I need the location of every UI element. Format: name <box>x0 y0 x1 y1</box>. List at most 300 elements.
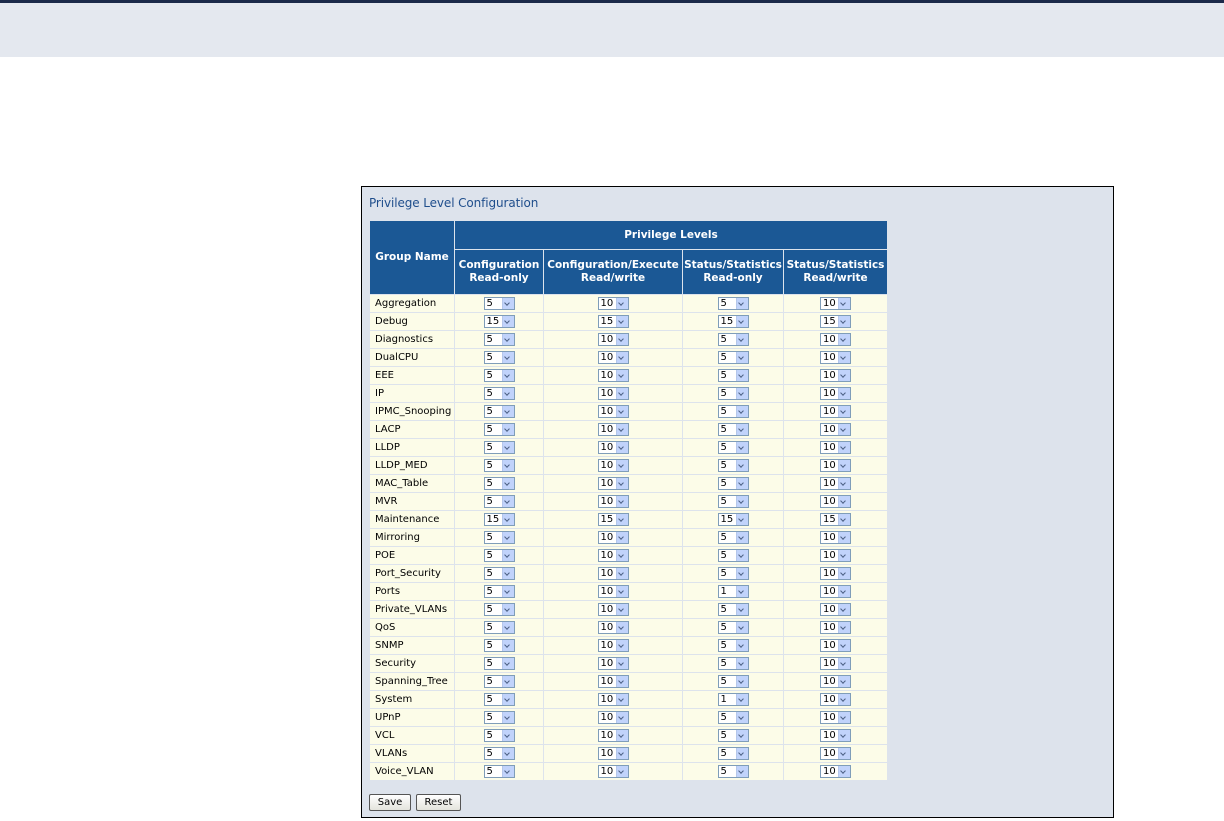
chevron-down-icon[interactable] <box>616 550 628 561</box>
status-read-write-select[interactable] <box>820 297 851 310</box>
status-read-only-select[interactable] <box>718 603 749 616</box>
chevron-down-icon[interactable] <box>616 406 628 417</box>
chevron-down-icon[interactable] <box>616 478 628 489</box>
chevron-down-icon[interactable] <box>502 424 514 435</box>
status-read-only-select[interactable] <box>718 333 749 346</box>
status-read-write-select[interactable] <box>820 621 851 634</box>
chevron-down-icon[interactable] <box>616 640 628 651</box>
table-row <box>370 295 887 312</box>
chevron-down-icon[interactable] <box>616 496 628 507</box>
chevron-down-icon[interactable] <box>736 730 748 741</box>
selected-level-value: 5 <box>720 604 727 615</box>
level-cell <box>784 619 887 636</box>
chevron-down-icon[interactable] <box>616 442 628 453</box>
chevron-down-icon[interactable] <box>736 352 748 363</box>
selected-level-value: 10 <box>600 388 614 399</box>
chevron-down-icon[interactable] <box>838 550 850 561</box>
status-read-write-select[interactable] <box>820 459 851 472</box>
chevron-down-icon[interactable] <box>736 622 748 633</box>
selected-level-value: 10 <box>823 334 836 345</box>
status-read-write-select[interactable] <box>820 531 851 544</box>
chevron-down-icon[interactable] <box>616 622 628 633</box>
chevron-down-icon[interactable] <box>736 478 748 489</box>
chevron-down-icon[interactable] <box>838 406 850 417</box>
chevron-down-icon[interactable] <box>616 712 628 723</box>
chevron-down-icon[interactable] <box>838 730 850 741</box>
chevron-down-icon[interactable] <box>736 712 748 723</box>
save-button[interactable]: Save <box>369 794 411 811</box>
chevron-down-icon[interactable] <box>616 568 628 579</box>
config-execute-read-write-select[interactable] <box>598 567 629 580</box>
level-cell <box>455 295 543 312</box>
chevron-down-icon[interactable] <box>838 316 850 327</box>
config-execute-read-write-select[interactable] <box>598 639 629 652</box>
chevron-down-icon[interactable] <box>736 370 748 381</box>
chevron-down-icon[interactable] <box>616 604 628 615</box>
level-cell <box>455 349 543 366</box>
config-read-only-select[interactable] <box>484 747 515 760</box>
selected-level-value: 5 <box>720 730 727 741</box>
chevron-down-icon[interactable] <box>502 622 514 633</box>
config-execute-read-write-select[interactable] <box>598 495 629 508</box>
group-name-cell: Spanning_Tree <box>370 673 454 690</box>
level-cell <box>683 403 783 420</box>
chevron-down-icon[interactable] <box>838 568 850 579</box>
level-cell <box>544 745 682 762</box>
chevron-down-icon[interactable] <box>616 388 628 399</box>
table-row <box>370 313 887 330</box>
chevron-down-icon[interactable] <box>736 748 748 759</box>
selected-level-value: 10 <box>823 460 836 471</box>
config-execute-read-write-select[interactable] <box>598 603 629 616</box>
status-read-only-select[interactable] <box>718 531 749 544</box>
chevron-down-icon[interactable] <box>838 388 850 399</box>
status-read-write-select[interactable] <box>820 315 851 328</box>
selected-level-value: 5 <box>486 496 493 507</box>
chevron-down-icon[interactable] <box>736 694 748 705</box>
selected-level-value: 10 <box>823 748 836 759</box>
level-cell <box>455 403 543 420</box>
level-cell <box>544 295 682 312</box>
chevron-down-icon[interactable] <box>616 730 628 741</box>
config-read-only-select[interactable] <box>484 639 515 652</box>
chevron-down-icon[interactable] <box>616 334 628 345</box>
selected-level-value: 10 <box>600 712 614 723</box>
chevron-down-icon[interactable] <box>502 316 514 327</box>
chevron-down-icon[interactable] <box>616 676 628 687</box>
config-read-only-select[interactable] <box>484 621 515 634</box>
selected-level-value: 5 <box>486 550 493 561</box>
status-read-write-select[interactable] <box>820 441 851 454</box>
table-row <box>370 529 887 546</box>
selected-level-value: 10 <box>823 676 836 687</box>
status-read-only-select[interactable] <box>718 315 749 328</box>
selected-level-value: 5 <box>720 550 727 561</box>
selected-level-value: 15 <box>600 514 614 525</box>
level-cell <box>544 475 682 492</box>
level-cell <box>455 727 543 744</box>
config-read-only-select[interactable] <box>484 405 515 418</box>
table-row <box>370 673 887 690</box>
level-cell <box>683 493 783 510</box>
status-read-write-select[interactable] <box>820 675 851 688</box>
config-read-only-select[interactable] <box>484 369 515 382</box>
chevron-down-icon[interactable] <box>736 388 748 399</box>
chevron-down-icon[interactable] <box>838 424 850 435</box>
selected-level-value: 5 <box>486 604 493 615</box>
status-read-write-select[interactable] <box>820 747 851 760</box>
config-read-only-select[interactable] <box>484 549 515 562</box>
config-read-only-select[interactable] <box>484 459 515 472</box>
config-read-only-select[interactable] <box>484 297 515 310</box>
level-cell <box>683 583 783 600</box>
chevron-down-icon[interactable] <box>736 586 748 597</box>
config-execute-read-write-select[interactable] <box>598 315 629 328</box>
header-status-read-write: Status/Statistics Read/write <box>784 250 887 294</box>
chevron-down-icon[interactable] <box>616 658 628 669</box>
status-read-only-select[interactable] <box>718 351 749 364</box>
config-read-only-select[interactable] <box>484 351 515 364</box>
status-read-write-select[interactable] <box>820 495 851 508</box>
config-execute-read-write-select[interactable] <box>598 297 629 310</box>
config-execute-read-write-select[interactable] <box>598 675 629 688</box>
chevron-down-icon[interactable] <box>616 370 628 381</box>
config-read-only-select[interactable] <box>484 531 515 544</box>
chevron-down-icon[interactable] <box>502 748 514 759</box>
selected-level-value: 10 <box>600 586 614 597</box>
chevron-down-icon[interactable] <box>838 640 850 651</box>
config-execute-read-write-select[interactable] <box>598 711 629 724</box>
status-read-write-select[interactable] <box>820 549 851 562</box>
level-cell <box>544 547 682 564</box>
config-execute-read-write-select[interactable] <box>598 549 629 562</box>
chevron-down-icon[interactable] <box>736 568 748 579</box>
config-read-only-select[interactable] <box>484 315 515 328</box>
config-execute-read-write-select[interactable] <box>598 477 629 490</box>
chevron-down-icon[interactable] <box>502 298 514 309</box>
selected-level-value: 1 <box>720 694 727 705</box>
chevron-down-icon[interactable] <box>838 694 850 705</box>
config-execute-read-write-select[interactable] <box>598 423 629 436</box>
chevron-down-icon[interactable] <box>502 442 514 453</box>
table-row <box>370 655 887 672</box>
status-read-write-select[interactable] <box>820 405 851 418</box>
status-read-only-select[interactable] <box>718 765 749 778</box>
status-read-only-select[interactable] <box>718 567 749 580</box>
level-cell <box>455 547 543 564</box>
status-read-only-select[interactable] <box>718 639 749 652</box>
status-read-only-select[interactable] <box>718 405 749 418</box>
selected-level-value: 5 <box>486 730 493 741</box>
chevron-down-icon[interactable] <box>736 514 748 525</box>
chevron-down-icon[interactable] <box>838 748 850 759</box>
status-read-only-select[interactable] <box>718 729 749 742</box>
group-name-cell: EEE <box>370 367 454 384</box>
config-execute-read-write-select[interactable] <box>598 369 629 382</box>
status-read-only-select[interactable] <box>718 621 749 634</box>
config-read-only-select[interactable] <box>484 585 515 598</box>
level-cell <box>683 295 783 312</box>
status-read-only-select[interactable] <box>718 459 749 472</box>
status-read-write-select[interactable] <box>820 513 851 526</box>
chevron-down-icon[interactable] <box>502 370 514 381</box>
status-read-only-select[interactable] <box>718 585 749 598</box>
level-cell <box>683 439 783 456</box>
config-read-only-select[interactable] <box>484 423 515 436</box>
level-cell <box>544 367 682 384</box>
status-read-only-select[interactable] <box>718 549 749 562</box>
config-execute-read-write-select[interactable] <box>598 513 629 526</box>
table-row <box>370 709 887 726</box>
config-read-only-select[interactable] <box>484 765 515 778</box>
status-read-only-select[interactable] <box>718 747 749 760</box>
chevron-down-icon[interactable] <box>838 334 850 345</box>
chevron-down-icon[interactable] <box>616 298 628 309</box>
config-read-only-select[interactable] <box>484 333 515 346</box>
status-read-write-select[interactable] <box>820 603 851 616</box>
chevron-down-icon[interactable] <box>838 496 850 507</box>
status-read-write-select[interactable] <box>820 351 851 364</box>
chevron-down-icon[interactable] <box>502 550 514 561</box>
chevron-down-icon[interactable] <box>838 766 850 777</box>
chevron-down-icon[interactable] <box>502 460 514 471</box>
chevron-down-icon[interactable] <box>502 478 514 489</box>
config-read-only-select[interactable] <box>484 711 515 724</box>
status-read-write-select[interactable] <box>820 585 851 598</box>
chevron-down-icon[interactable] <box>616 460 628 471</box>
config-execute-read-write-select[interactable] <box>598 621 629 634</box>
table-row <box>370 421 887 438</box>
status-read-only-select[interactable] <box>718 657 749 670</box>
level-cell <box>683 529 783 546</box>
selected-level-value: 5 <box>486 334 493 345</box>
chevron-down-icon[interactable] <box>616 586 628 597</box>
status-read-only-select[interactable] <box>718 513 749 526</box>
chevron-down-icon[interactable] <box>838 460 850 471</box>
config-execute-read-write-select[interactable] <box>598 333 629 346</box>
chevron-down-icon[interactable] <box>838 352 850 363</box>
chevron-down-icon[interactable] <box>616 424 628 435</box>
status-read-write-select[interactable] <box>820 423 851 436</box>
status-read-write-select[interactable] <box>820 729 851 742</box>
selected-level-value: 5 <box>486 298 493 309</box>
chevron-down-icon[interactable] <box>838 658 850 669</box>
level-cell <box>683 727 783 744</box>
level-cell <box>455 529 543 546</box>
status-read-write-select[interactable] <box>820 765 851 778</box>
status-read-only-select[interactable] <box>718 477 749 490</box>
status-read-write-select[interactable] <box>820 711 851 724</box>
chevron-down-icon[interactable] <box>616 748 628 759</box>
chevron-down-icon[interactable] <box>616 316 628 327</box>
chevron-down-icon[interactable] <box>616 514 628 525</box>
reset-button[interactable]: Reset <box>416 794 461 811</box>
config-read-only-select[interactable] <box>484 513 515 526</box>
chevron-down-icon[interactable] <box>838 514 850 525</box>
status-read-only-select[interactable] <box>718 693 749 706</box>
config-execute-read-write-select[interactable] <box>598 459 629 472</box>
chevron-down-icon[interactable] <box>736 676 748 687</box>
chevron-down-icon[interactable] <box>838 478 850 489</box>
chevron-down-icon[interactable] <box>736 460 748 471</box>
config-read-only-select[interactable] <box>484 441 515 454</box>
config-execute-read-write-select[interactable] <box>598 441 629 454</box>
config-read-only-select[interactable] <box>484 693 515 706</box>
privilege-table <box>369 220 888 781</box>
config-read-only-select[interactable] <box>484 729 515 742</box>
level-cell <box>455 457 543 474</box>
group-name-cell: Private_VLANs <box>370 601 454 618</box>
chevron-down-icon[interactable] <box>502 568 514 579</box>
chevron-down-icon[interactable] <box>616 532 628 543</box>
level-cell <box>455 619 543 636</box>
group-name-cell: VCL <box>370 727 454 744</box>
status-read-only-select[interactable] <box>718 387 749 400</box>
chevron-down-icon[interactable] <box>502 388 514 399</box>
chevron-down-icon[interactable] <box>736 604 748 615</box>
config-execute-read-write-select[interactable] <box>598 657 629 670</box>
config-execute-read-write-select[interactable] <box>598 405 629 418</box>
status-read-write-select[interactable] <box>820 567 851 580</box>
chevron-down-icon[interactable] <box>838 298 850 309</box>
level-cell <box>455 655 543 672</box>
level-cell <box>784 475 887 492</box>
level-cell <box>784 385 887 402</box>
level-cell <box>544 439 682 456</box>
selected-level-value: 5 <box>486 460 493 471</box>
chevron-down-icon[interactable] <box>736 442 748 453</box>
config-execute-read-write-select[interactable] <box>598 351 629 364</box>
chevron-down-icon[interactable] <box>838 622 850 633</box>
config-read-only-select[interactable] <box>484 387 515 400</box>
chevron-down-icon[interactable] <box>502 694 514 705</box>
chevron-down-icon[interactable] <box>838 676 850 687</box>
selected-level-value: 5 <box>486 622 493 633</box>
status-read-write-select[interactable] <box>820 387 851 400</box>
status-read-write-select[interactable] <box>820 369 851 382</box>
level-cell <box>784 439 887 456</box>
status-read-write-select[interactable] <box>820 333 851 346</box>
level-cell <box>544 403 682 420</box>
level-cell <box>544 691 682 708</box>
table-row <box>370 727 887 744</box>
chevron-down-icon[interactable] <box>502 496 514 507</box>
status-read-write-select[interactable] <box>820 693 851 706</box>
table-row <box>370 385 887 402</box>
chevron-down-icon[interactable] <box>736 298 748 309</box>
status-read-only-select[interactable] <box>718 369 749 382</box>
status-read-only-select[interactable] <box>718 711 749 724</box>
config-execute-read-write-select[interactable] <box>598 531 629 544</box>
chevron-down-icon[interactable] <box>502 766 514 777</box>
config-execute-read-write-select[interactable] <box>598 765 629 778</box>
selected-level-value: 15 <box>823 514 836 525</box>
status-read-only-select[interactable] <box>718 297 749 310</box>
chevron-down-icon[interactable] <box>502 586 514 597</box>
chevron-down-icon[interactable] <box>502 604 514 615</box>
chevron-down-icon[interactable] <box>736 406 748 417</box>
selected-level-value: 10 <box>823 622 836 633</box>
selected-level-value: 5 <box>720 460 727 471</box>
selected-level-value: 15 <box>486 514 500 525</box>
table-row <box>370 331 887 348</box>
config-read-only-select[interactable] <box>484 657 515 670</box>
header-group-name: Group Name <box>370 221 454 294</box>
chevron-down-icon[interactable] <box>502 730 514 741</box>
chevron-down-icon[interactable] <box>838 712 850 723</box>
status-read-only-select[interactable] <box>718 441 749 454</box>
table-row <box>370 349 887 366</box>
chevron-down-icon[interactable] <box>616 766 628 777</box>
selected-level-value: 10 <box>823 586 836 597</box>
chevron-down-icon[interactable] <box>838 586 850 597</box>
config-execute-read-write-select[interactable] <box>598 729 629 742</box>
status-read-only-select[interactable] <box>718 675 749 688</box>
chevron-down-icon[interactable] <box>616 694 628 705</box>
chevron-down-icon[interactable] <box>736 532 748 543</box>
selected-level-value: 5 <box>720 676 727 687</box>
status-read-only-select[interactable] <box>718 495 749 508</box>
selected-level-value: 5 <box>486 676 493 687</box>
chevron-down-icon[interactable] <box>502 514 514 525</box>
chevron-down-icon[interactable] <box>736 640 748 651</box>
config-execute-read-write-select[interactable] <box>598 747 629 760</box>
chevron-down-icon[interactable] <box>502 676 514 687</box>
config-execute-read-write-select[interactable] <box>598 693 629 706</box>
status-read-write-select[interactable] <box>820 477 851 490</box>
config-read-only-select[interactable] <box>484 603 515 616</box>
chevron-down-icon[interactable] <box>838 532 850 543</box>
config-execute-read-write-select[interactable] <box>598 585 629 598</box>
chevron-down-icon[interactable] <box>502 640 514 651</box>
selected-level-value: 10 <box>600 748 614 759</box>
config-read-only-select[interactable] <box>484 675 515 688</box>
chevron-down-icon[interactable] <box>736 658 748 669</box>
selected-level-value: 10 <box>600 694 614 705</box>
config-read-only-select[interactable] <box>484 567 515 580</box>
chevron-down-icon[interactable] <box>502 532 514 543</box>
status-read-only-select[interactable] <box>718 423 749 436</box>
chevron-down-icon[interactable] <box>502 658 514 669</box>
chevron-down-icon[interactable] <box>736 334 748 345</box>
group-name-cell: LACP <box>370 421 454 438</box>
config-read-only-select[interactable] <box>484 495 515 508</box>
chevron-down-icon[interactable] <box>736 550 748 561</box>
chevron-down-icon[interactable] <box>736 316 748 327</box>
privilege-config-panel <box>361 186 1114 818</box>
status-read-write-select[interactable] <box>820 639 851 652</box>
chevron-down-icon[interactable] <box>616 352 628 363</box>
chevron-down-icon[interactable] <box>736 424 748 435</box>
chevron-down-icon[interactable] <box>838 442 850 453</box>
chevron-down-icon[interactable] <box>736 496 748 507</box>
group-name-cell: UPnP <box>370 709 454 726</box>
chevron-down-icon[interactable] <box>502 334 514 345</box>
group-name-cell: IP <box>370 385 454 402</box>
group-name-cell: Aggregation <box>370 295 454 312</box>
config-read-only-select[interactable] <box>484 477 515 490</box>
chevron-down-icon[interactable] <box>502 352 514 363</box>
selected-level-value: 10 <box>600 334 614 345</box>
chevron-down-icon[interactable] <box>838 604 850 615</box>
chevron-down-icon[interactable] <box>838 370 850 381</box>
config-execute-read-write-select[interactable] <box>598 387 629 400</box>
chevron-down-icon[interactable] <box>736 766 748 777</box>
level-cell <box>683 673 783 690</box>
chevron-down-icon[interactable] <box>502 712 514 723</box>
chevron-down-icon[interactable] <box>502 406 514 417</box>
status-read-write-select[interactable] <box>820 657 851 670</box>
